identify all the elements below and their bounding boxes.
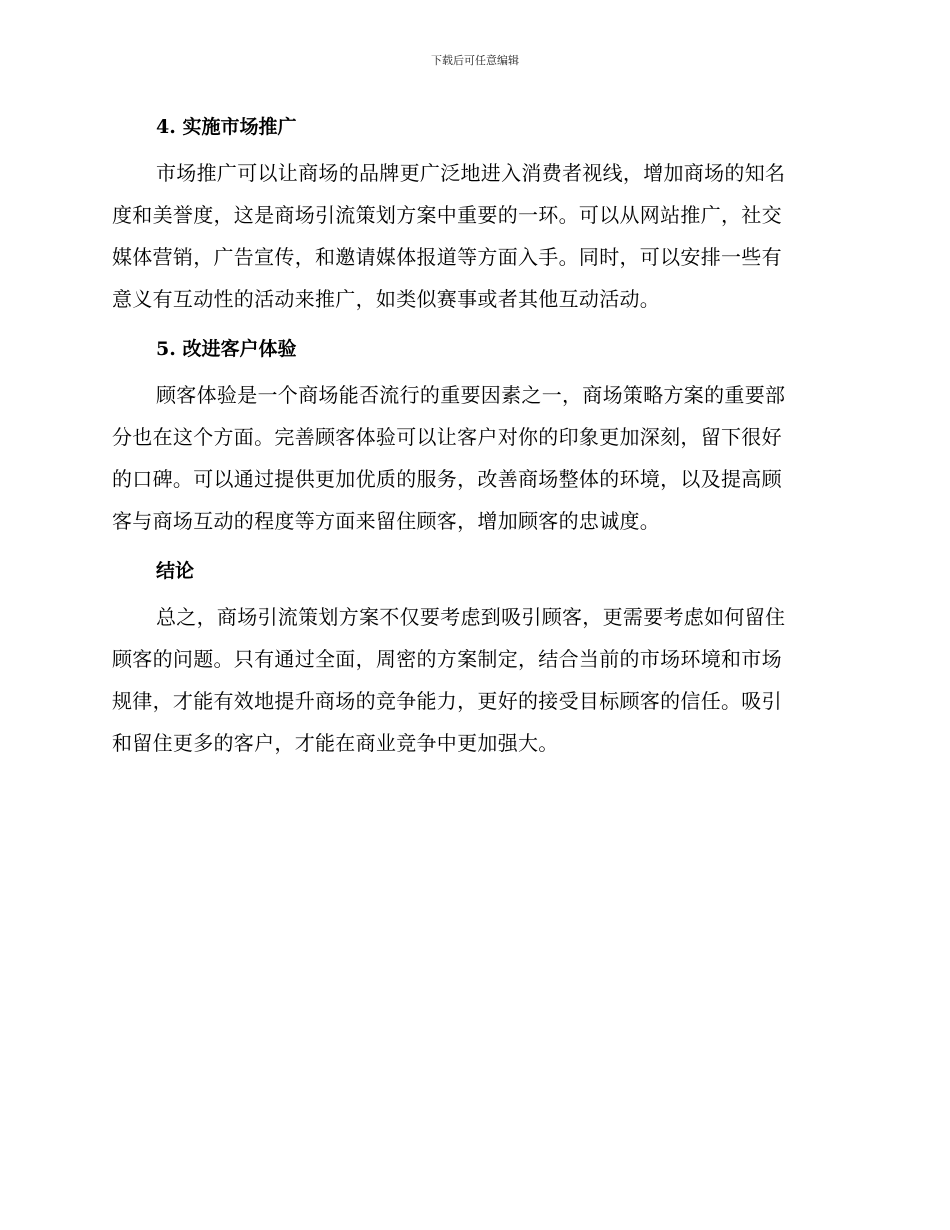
paragraph-line: 规律，才能有效地提升商场的竞争能力，更好的接受目标顾客的信任。吸引 <box>112 689 782 713</box>
page-header-note: 下载后可任意编辑 <box>431 54 519 67</box>
paragraph-line: 媒体营销，广告宣传，和邀请媒体报道等方面入手。同时，可以安排一些有 <box>112 245 782 269</box>
section-heading: 结论 <box>156 560 195 582</box>
paragraph-line: 总之，商场引流策划方案不仅要考虑到吸引顾客，更需要考虑如何留住 <box>156 605 786 629</box>
paragraph-line: 和留住更多的客户，才能在商业竞争中更加强大。 <box>112 731 559 755</box>
paragraph-line: 客与商场互动的程度等方面来留住顾客，增加顾客的忠诚度。 <box>112 509 661 533</box>
paragraph <box>112 374 832 542</box>
section-conclusion <box>112 552 832 764</box>
paragraph <box>112 152 832 320</box>
paragraph-line: 顾客的问题。只有通过全面，周密的方案制定，结合当前的市场环境和市场 <box>112 647 782 671</box>
section-heading: 4. 实施市场推广 <box>156 116 297 138</box>
paragraph-line: 意义有互动性的活动来推广，如类似赛事或者其他互动活动。 <box>112 287 661 311</box>
section-market-promotion <box>112 108 832 320</box>
section-customer-experience <box>112 330 832 542</box>
paragraph-line: 分也在这个方面。完善顾客体验可以让客户对你的印象更加深刻，留下很好 <box>112 425 782 449</box>
paragraph-line: 的口碑。可以通过提供更加优质的服务，改善商场整体的环境，以及提高顾 <box>112 467 782 491</box>
document-body <box>112 108 832 774</box>
section-heading: 5. 改进客户体验 <box>156 338 297 360</box>
paragraph-line: 市场推广可以让商场的品牌更广泛地进入消费者视线，增加商场的知名 <box>156 161 786 185</box>
paragraph-line: 度和美誉度，这是商场引流策划方案中重要的一环。可以从网站推广，社交 <box>112 203 782 227</box>
paragraph-line: 顾客体验是一个商场能否流行的重要因素之一，商场策略方案的重要部 <box>156 383 786 407</box>
paragraph <box>112 596 832 764</box>
